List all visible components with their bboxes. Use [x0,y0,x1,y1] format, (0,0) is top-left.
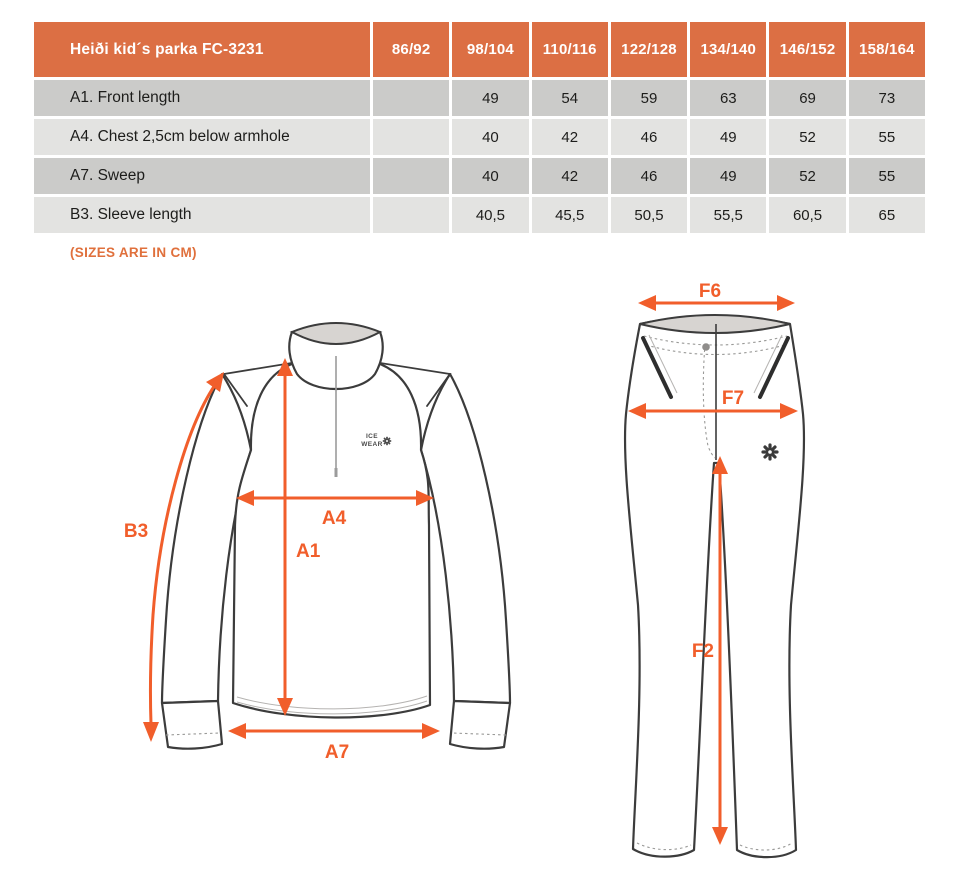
measurement-value: 55 [849,158,925,194]
jacket-right-cuff [450,701,510,749]
jacket-a7-label: A7 [324,742,350,763]
pants-f2-label: F2 [691,641,714,662]
measurement-value: 59 [611,80,687,116]
measurement-row-label: B3. Sleeve length [34,197,370,233]
measurement-value [373,197,449,233]
pants-f6-arrowhead-right [777,295,795,311]
measurement-value: 55 [849,119,925,155]
pants-f6-label: F6 [698,281,722,302]
icewear-logo-line2: WEAR [361,441,383,448]
measurement-value: 46 [611,158,687,194]
table-title: Heiði kid´s parka FC-3231 [34,22,370,77]
pants-f6-arrowhead-left [638,295,656,311]
pants-f7-label: F7 [721,388,745,409]
measurement-row-label: A1. Front length [34,80,370,116]
size-table [34,22,925,233]
measurement-value: 50,5 [611,197,687,233]
measurement-value: 45,5 [532,197,608,233]
jacket-a7-arrowhead-right [422,723,440,739]
icewear-logo-line1: ICE [365,433,379,440]
measurement-value: 49 [452,80,528,116]
measurement-row-label: A7. Sweep [34,158,370,194]
jacket-body [233,362,430,718]
measurement-value: 46 [611,119,687,155]
jacket-a1-label: A1 [296,541,321,562]
pants-f2-arrowhead-bottom [712,827,728,845]
jacket-b3-arrowhead-bottom [143,722,159,742]
measurement-value: 55,5 [690,197,766,233]
measurement-value [373,158,449,194]
pants-measurement-diagram [600,278,870,890]
jacket-a4-label: A4 [321,508,347,529]
measurement-value: 60,5 [769,197,845,233]
measurement-value: 73 [849,80,925,116]
measurement-row-label: A4. Chest 2,5cm below armhole [34,119,370,155]
jacket-right-sleeve [421,374,510,703]
measurement-value: 40 [452,119,528,155]
size-col-header: 110/116 [532,22,608,77]
size-col-header: 134/140 [690,22,766,77]
measurement-value: 54 [532,80,608,116]
size-col-header: 86/92 [373,22,449,77]
jacket-left-cuff [162,701,222,749]
size-col-header: 98/104 [452,22,528,77]
measurement-value: 40 [452,158,528,194]
measurement-value: 52 [769,119,845,155]
jacket-measurement-diagram [85,288,545,778]
snowflake-icon [763,445,777,459]
jacket-b3-label: B3 [123,521,149,542]
measurement-value: 69 [769,80,845,116]
pants-silhouette [625,316,804,857]
measurement-value: 52 [769,158,845,194]
measurement-value: 49 [690,158,766,194]
sizes-in-cm-note: (SIZES ARE IN CM) [70,245,197,260]
measurement-value: 42 [532,119,608,155]
measurement-value [373,80,449,116]
measurement-value [373,119,449,155]
measurement-value: 65 [849,197,925,233]
measurement-value: 49 [690,119,766,155]
size-col-header: 122/128 [611,22,687,77]
size-col-header: 158/164 [849,22,925,77]
measurement-value: 40,5 [452,197,528,233]
snowflake-icon [384,438,391,445]
pants-button [702,343,710,351]
jacket-a7-arrowhead-left [228,723,246,739]
size-col-header: 146/152 [769,22,845,77]
measurement-value: 63 [690,80,766,116]
measurement-value: 42 [532,158,608,194]
